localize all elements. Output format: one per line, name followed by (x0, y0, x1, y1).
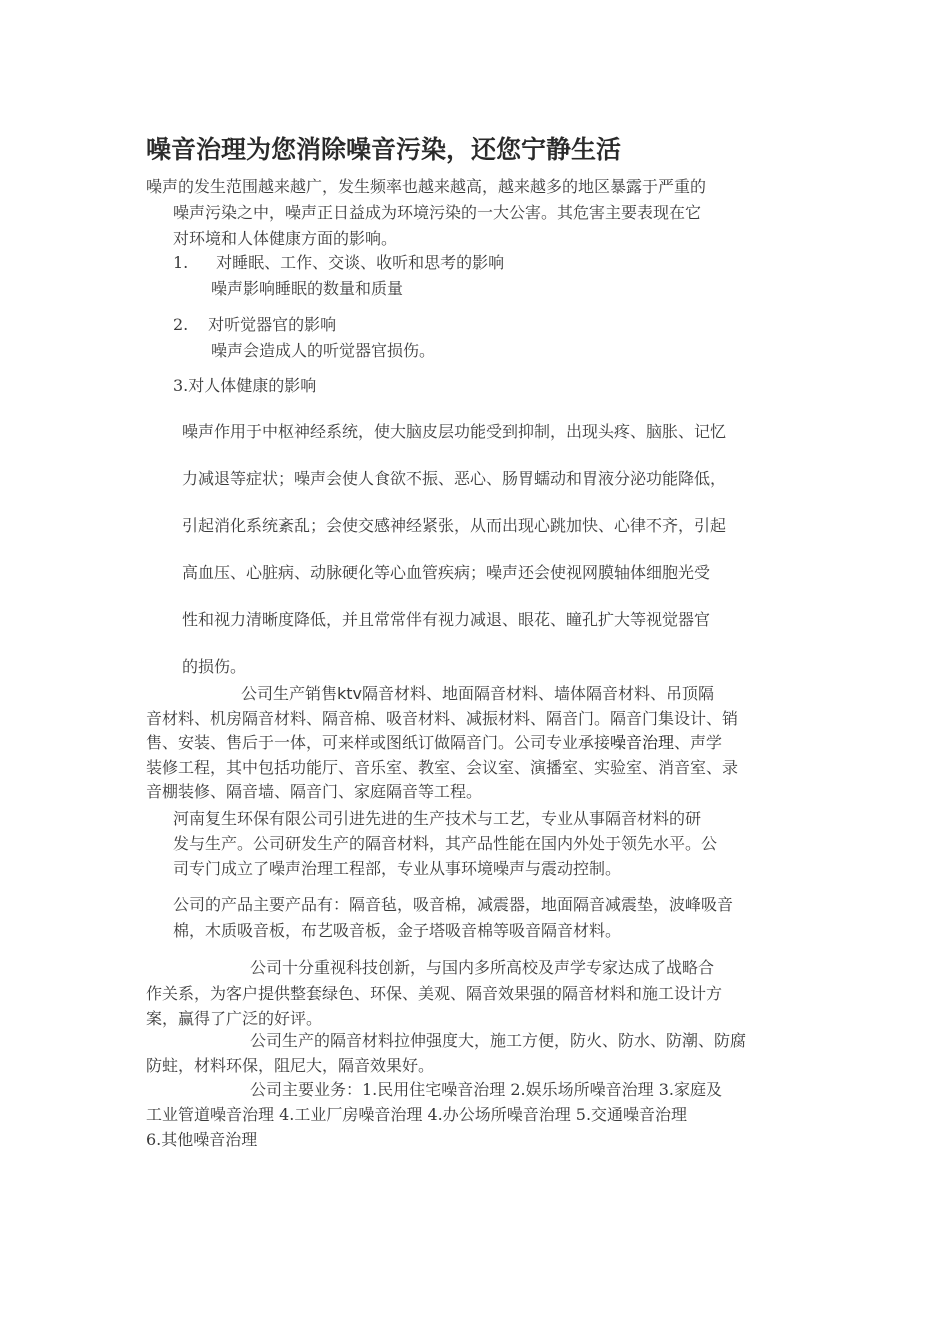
business-line: 公司主要业务：1.民用住宅噪音治理 2.娱乐场所噪音治理 3.家庭及 (250, 1080, 722, 1099)
company-line: 装修工程，其中包括功能厅、音乐室、教室、会议室、演播室、实验室、消音室、录 (146, 757, 739, 777)
products-line: 公司的产品主要产品有：隔音毡，吸音棉，减震器，地面隔音减震垫，波峰吸音 (173, 895, 734, 914)
health-line: 性和视力清晰度降低，并且常常伴有视力减退、眼花、瞳孔扩大等视觉器官 (182, 610, 711, 629)
tech-line: 公司十分重视科技创新，与国内多所高校及声学专家达成了战略合 (250, 958, 715, 977)
item-body: 噪声影响睡眠的数量和质量 (211, 279, 404, 298)
list-item (173, 373, 773, 399)
list-item (173, 250, 773, 302)
health-line: 力减退等症状；噪声会使人食欲不振、恶心、肠胃蠕动和胃液分泌功能降低， (182, 469, 727, 488)
company-line: 河南复生环保有限公司引进先进的生产技术与工艺，专业从事隔音材料的研 (173, 809, 702, 828)
tech-line: 作关系，为客户提供整套绿色、环保、美观、隔音效果强的隔音材料和施工设计方 (146, 983, 723, 1003)
company-line: 司专门成立了噪声治理工程部，专业从事环境噪声与震动控制。 (173, 859, 622, 878)
company-line: 发与生产。公司研发生产的隔音材料，其产品性能在国内外处于领先水平。公 (173, 834, 718, 853)
item-heading: 对听觉器官的影响 (208, 315, 337, 334)
item-number: 1. (173, 253, 189, 272)
company-intro-paragraph (146, 806, 826, 881)
ktv-text: ktv (337, 684, 363, 703)
health-line: 的损伤。 (182, 657, 247, 676)
item-body: 噪声会造成人的听觉器官损伤。 (211, 341, 436, 360)
material-line: 防蛀，材料环保，阻尼大，隔音效果好。 (146, 1056, 435, 1075)
company-text: 、声学 (674, 733, 723, 753)
business-paragraph (146, 1077, 826, 1152)
noise-treatment-link[interactable]: 噪音治理 (610, 733, 675, 753)
business-line: 6.其他噪音治理 (146, 1130, 258, 1149)
products-line: 棉，木质吸音板，布艺吸音板，金子塔吸音棉等吸音隔音材料。 (173, 921, 622, 940)
business-line: 工业管道噪音治理 4.工业厂房噪音治理 4.办公场所噪音治理 5.交通噪音治理 (146, 1105, 688, 1124)
company-text: 公司生产销售 (241, 684, 338, 703)
list-item (173, 312, 773, 364)
intro-line-3: 对环境和人体健康方面的影响。 (173, 229, 398, 248)
item-number: 2. (173, 315, 189, 334)
material-line: 公司生产的隔音材料拉伸强度大，施工方便，防火、防水、防潮、防腐 (250, 1031, 747, 1050)
company-text: 售、安装、售后于一体，可来样或图纸订做隔音门。公司专业承接 (146, 733, 611, 753)
item-heading: 对睡眠、工作、交谈、收听和思考的影响 (216, 253, 505, 272)
company-line: 音棚装修、隔音墙、隔音门、家庭隔音等工程。 (146, 782, 483, 802)
company-text: 隔音材料、地面隔音材料、墙体隔音材料、吊顶隔 (362, 684, 715, 703)
health-line: 引起消化系统紊乱；会使交感神经紧张，从而出现心跳加快、心律不齐，引起 (182, 516, 727, 535)
products-paragraph (146, 892, 826, 944)
intro-line-1: 噪声的发生范围越来越广，发生频率也越来越高，越来越多的地区暴露于严重的 (146, 177, 707, 196)
page-title: 噪音治理为您消除噪音污染，还您宁静生活 (146, 135, 622, 164)
intro-paragraph (146, 174, 826, 252)
intro-line-2: 噪声污染之中，噪声正日益成为环境污染的一大公害。其危害主要表现在它 (173, 203, 702, 222)
company-line: 音材料、机房隔音材料、隔音棉、吸音材料、减振材料、隔音门。隔音门集设计、销 (146, 708, 739, 728)
health-line: 噪声作用于中枢神经系统，使大脑皮层功能受到抑制，出现头疼、脑胀、记忆 (182, 422, 727, 441)
tech-line: 案，赢得了广泛的好评。 (146, 1009, 323, 1028)
tech-paragraph (146, 955, 826, 1032)
item-number: 3. (173, 376, 189, 395)
company-products-paragraph (146, 682, 826, 805)
item-heading: 对人体健康的影响 (188, 376, 317, 395)
health-effects-paragraph (182, 408, 822, 690)
health-line: 高血压、心脏病、动脉硬化等心血管疾病；噪声还会使视网膜轴体细胞光受 (182, 563, 711, 582)
material-paragraph (146, 1028, 826, 1078)
